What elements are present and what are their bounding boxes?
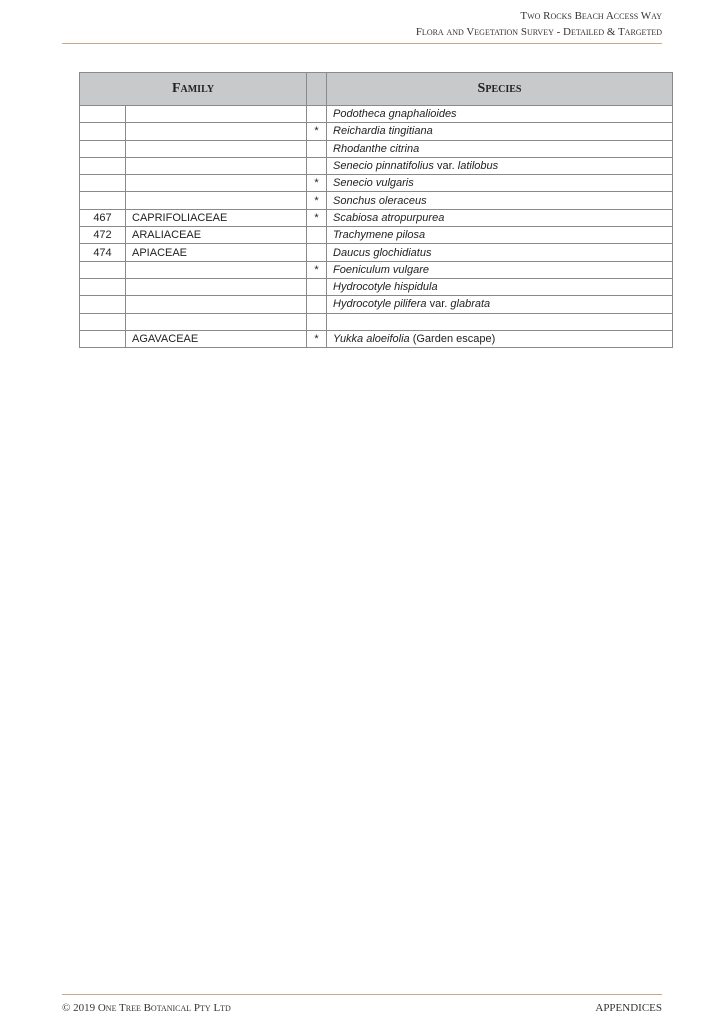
family-name — [126, 313, 307, 330]
species-name: Yukka aloeifolia — [333, 333, 410, 345]
introduced-marker — [307, 278, 327, 295]
family-name — [126, 175, 307, 192]
family-number — [80, 261, 126, 278]
family-name — [126, 278, 307, 295]
introduced-marker: * — [307, 123, 327, 140]
introduced-marker: * — [307, 192, 327, 209]
family-number — [80, 330, 126, 347]
family-column-header: Family — [80, 73, 307, 106]
family-number — [80, 278, 126, 295]
family-name: APIACEAE — [126, 244, 307, 261]
family-number — [80, 106, 126, 123]
introduced-marker — [307, 244, 327, 261]
table-row — [80, 227, 673, 244]
introduced-marker — [307, 140, 327, 157]
family-number: 467 — [80, 209, 126, 226]
table-row — [80, 278, 673, 295]
table-row — [80, 244, 673, 261]
variety-name: latilobus — [457, 160, 499, 173]
header-title: Two Rocks Beach Access Way — [520, 10, 662, 22]
table-body — [80, 106, 673, 348]
variety-label: var. — [433, 160, 458, 173]
family-number — [80, 192, 126, 209]
table-row — [80, 123, 673, 140]
table-row — [80, 192, 673, 209]
family-number: 472 — [80, 227, 126, 244]
species-name: Sonchus oleraceus — [333, 194, 427, 207]
species-cell — [327, 227, 673, 244]
introduced-marker — [307, 296, 327, 313]
species-name: Trachymene pilosa — [333, 229, 426, 242]
species-cell — [327, 123, 673, 140]
family-name — [126, 123, 307, 140]
introduced-marker: * — [307, 330, 327, 347]
family-number — [80, 296, 126, 313]
family-number: 474 — [80, 244, 126, 261]
family-number — [80, 157, 126, 174]
family-name: CAPRIFOLIACEAE — [126, 209, 307, 226]
table-row — [80, 209, 673, 226]
family-number — [80, 123, 126, 140]
header-rule — [62, 43, 662, 44]
species-cell — [327, 209, 673, 226]
footer-section: APPENDICES — [595, 1002, 662, 1014]
species-name: Reichardia tingitiana — [333, 125, 433, 138]
table-header-row — [80, 73, 673, 106]
table-row — [80, 106, 673, 123]
table-row — [80, 261, 673, 278]
family-name — [126, 192, 307, 209]
footer-copyright: © 2019 One Tree Botanical Pty Ltd — [62, 1002, 231, 1014]
introduced-marker — [307, 157, 327, 174]
species-cell — [327, 313, 673, 330]
species-cell — [327, 157, 673, 174]
species-column-header: Species — [327, 73, 673, 106]
species-name: Daucus glochidiatus — [333, 246, 432, 259]
mark-column-header — [307, 73, 327, 106]
variety-label: var. — [426, 298, 451, 311]
species-cell — [327, 330, 673, 347]
species-note: (Garden escape) — [409, 333, 496, 345]
species-name: Senecio vulgaris — [333, 177, 414, 190]
introduced-marker — [307, 106, 327, 123]
page-header — [416, 8, 662, 40]
species-name: Rhodanthe citrina — [333, 142, 420, 155]
table-row — [80, 296, 673, 313]
species-cell — [327, 296, 673, 313]
species-name: Scabiosa atropurpurea — [333, 211, 445, 224]
table-row — [80, 313, 673, 330]
species-name: Hydrocotyle pilifera — [333, 298, 427, 311]
species-name: Hydrocotyle hispidula — [333, 281, 438, 294]
species-cell — [327, 106, 673, 123]
introduced-marker: * — [307, 209, 327, 226]
table-row — [80, 157, 673, 174]
introduced-marker: * — [307, 261, 327, 278]
family-name: AGAVACEAE — [126, 330, 307, 347]
header-subtitle: Flora and Vegetation Survey - Detailed & Targeted — [415, 26, 662, 38]
species-cell — [327, 175, 673, 192]
species-name: Foeniculum vulgare — [333, 263, 430, 276]
species-cell — [327, 278, 673, 295]
family-name: ARALIACEAE — [126, 227, 307, 244]
family-name — [126, 261, 307, 278]
family-name — [126, 157, 307, 174]
species-table — [79, 72, 673, 348]
species-name: Senecio pinnatifolius — [333, 160, 434, 173]
variety-name: glabrata — [450, 298, 491, 311]
species-cell — [327, 261, 673, 278]
family-name — [126, 140, 307, 157]
family-number — [80, 175, 126, 192]
introduced-marker — [307, 227, 327, 244]
table-row — [80, 330, 673, 347]
family-number — [80, 140, 126, 157]
introduced-marker: * — [307, 175, 327, 192]
table-row — [80, 140, 673, 157]
footer-rule — [62, 994, 662, 995]
family-number — [80, 313, 126, 330]
species-cell — [327, 140, 673, 157]
species-cell — [327, 192, 673, 209]
family-name — [126, 296, 307, 313]
table-row — [80, 175, 673, 192]
species-cell — [327, 244, 673, 261]
introduced-marker — [307, 313, 327, 330]
family-name — [126, 106, 307, 123]
species-name: Podotheca gnaphalioides — [333, 108, 457, 121]
